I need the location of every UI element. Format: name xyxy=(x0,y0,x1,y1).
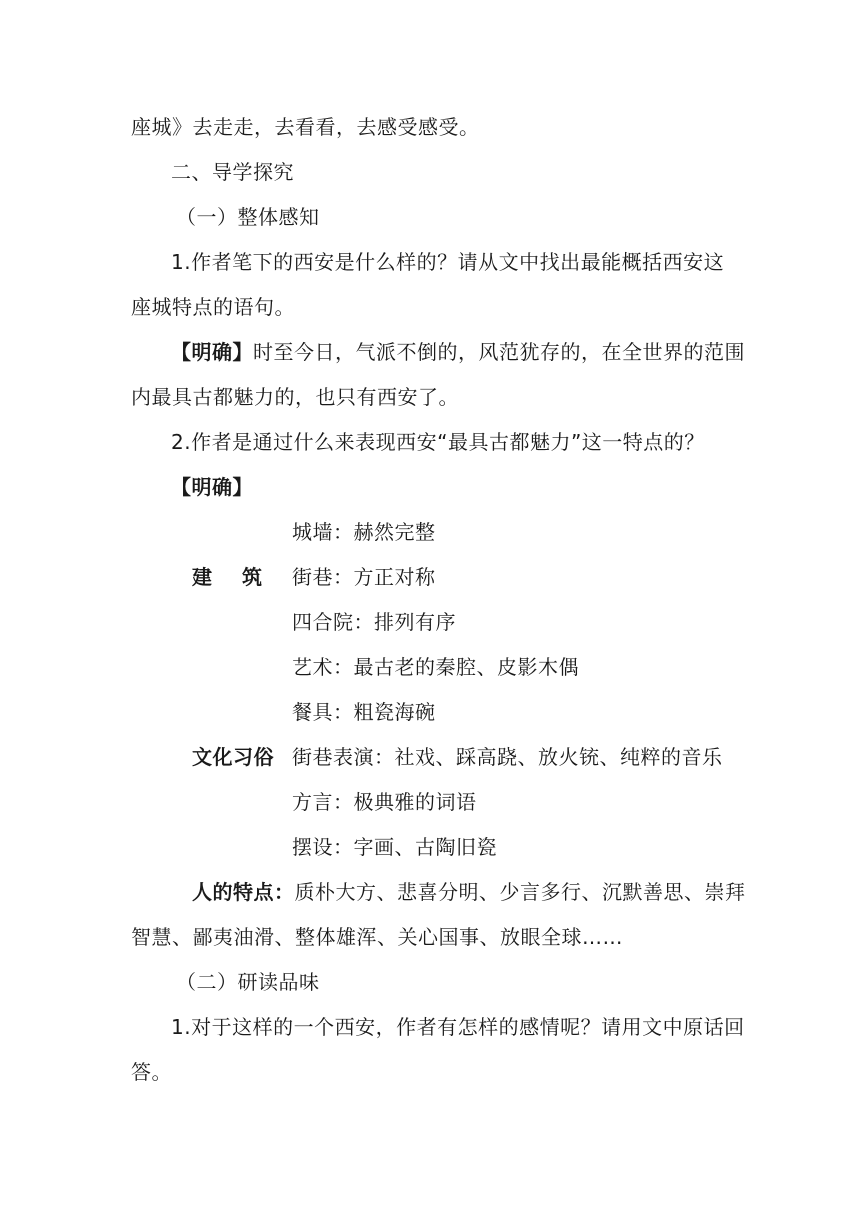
people-traits-label: 人的特点： xyxy=(192,880,295,904)
culture-item: 餐具：粗瓷海碗 xyxy=(292,700,436,724)
architecture-item: 四合院：排列有序 xyxy=(292,610,456,634)
architecture-item: 城墙：赫然完整 xyxy=(292,520,436,544)
answer-tag: 【明确】 xyxy=(171,340,253,364)
question-2: 2.作者是通过什么来表现西安“最具古都魅力”这一特点的？ xyxy=(171,430,705,454)
answer-1-line-1 xyxy=(171,338,745,366)
question-3-line-1: 1.对于这样的一个西安，作者有怎样的感情呢？请用文中原话回 xyxy=(171,1015,745,1039)
people-traits-line-2: 智慧、鄙夷油滑、整体雄浑、关心国事、放眼全球…… xyxy=(131,925,623,949)
subsection-heading: （一）整体感知 xyxy=(176,205,320,229)
culture-label: 文化习俗 xyxy=(192,745,274,769)
culture-item: 方言：极典雅的词语 xyxy=(292,790,477,814)
architecture-item: 街巷：方正对称 xyxy=(292,565,436,589)
subsection-heading: （二）研读品味 xyxy=(176,970,320,994)
paragraph-line: 座城》去走走，去看看，去感受感受。 xyxy=(131,115,480,139)
people-traits-text: 质朴大方、悲喜分明、少言多行、沉默善思、崇拜 xyxy=(294,880,746,904)
answer-1-line-2: 内最具古都魅力的，也只有西安了。 xyxy=(131,385,459,409)
culture-item: 摆设：字画、古陶旧瓷 xyxy=(292,835,497,859)
culture-item: 艺术：最古老的秦腔、皮影木偶 xyxy=(292,655,579,679)
question-1-line-2: 座城特点的语句。 xyxy=(131,295,295,319)
question-1-line-1: 1.作者笔下的西安是什么样的？请从文中找出最能概括西安这 xyxy=(171,250,725,274)
question-3-line-2: 答。 xyxy=(131,1060,172,1084)
architecture-label: 建筑 xyxy=(192,565,292,589)
section-heading: 二、导学探究 xyxy=(171,160,294,184)
answer-text: 时至今日，气派不倒的，风范犹存的，在全世界的范围 xyxy=(253,340,745,364)
culture-item: 街巷表演：社戏、踩高跷、放火铳、纯粹的音乐 xyxy=(292,745,723,769)
people-traits-line-1 xyxy=(192,878,746,906)
answer-tag: 【明确】 xyxy=(171,475,253,499)
